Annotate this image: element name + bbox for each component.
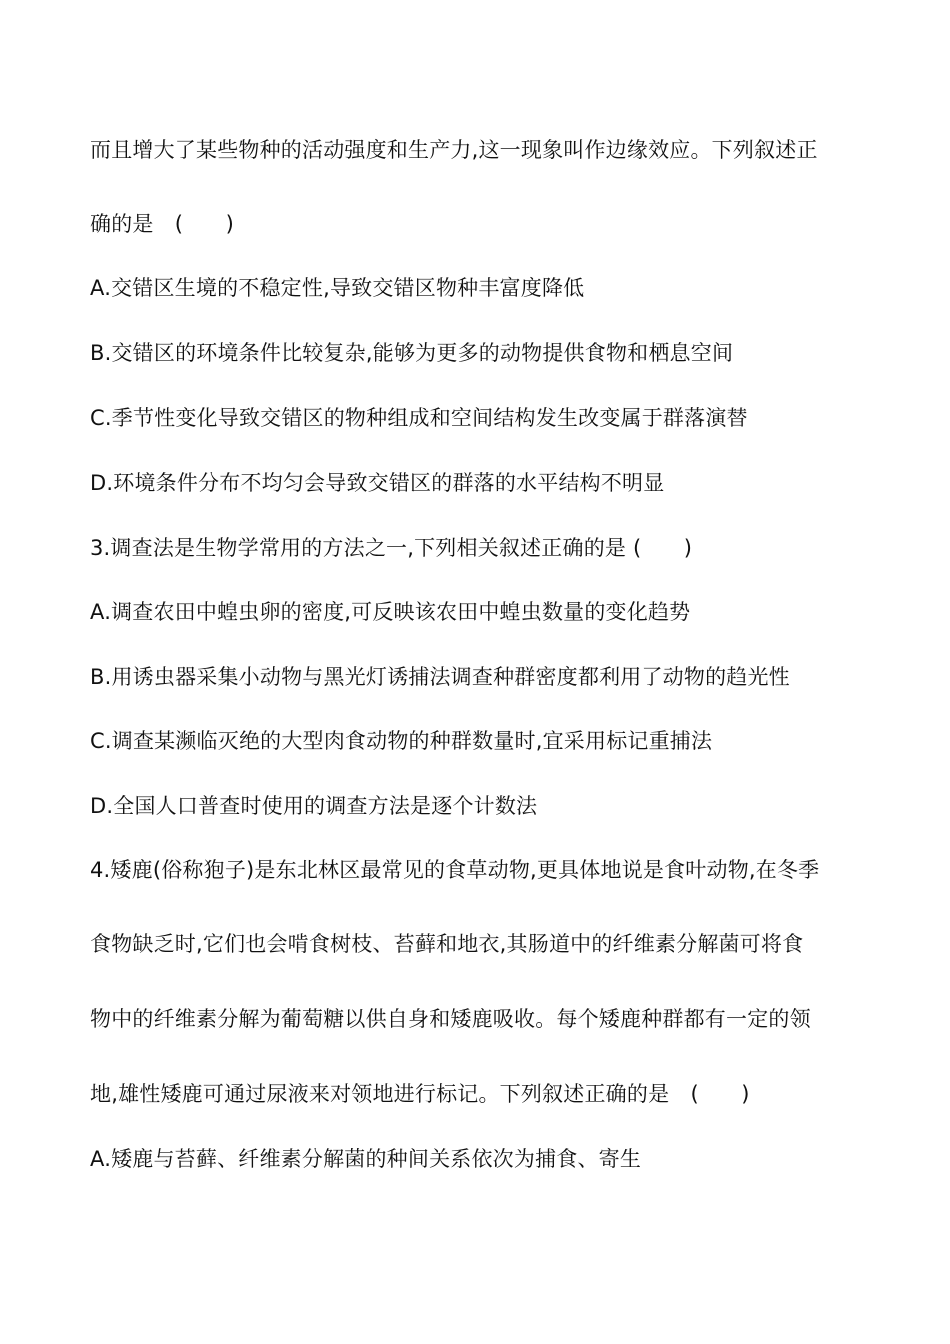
q3-option-b: B.用诱虫器采集小动物与黑光灯诱捕法调查种群密度都利用了动物的趋光性 — [90, 665, 790, 689]
q2-option-a: A.交错区生境的不稳定性,导致交错区物种丰富度降低 — [90, 276, 585, 300]
q4-stem-line-4: 地,雄性矮鹿可通过尿液来对领地进行标记。下列叙述正确的是 ( ) — [90, 1082, 750, 1106]
q3-option-d: D.全国人口普查时使用的调查方法是逐个计数法 — [90, 794, 538, 818]
text-line-answer-bracket: 确的是 ( ) — [90, 212, 234, 236]
q4-option-a: A.矮鹿与苔藓、纤维素分解菌的种间关系依次为捕食、寄生 — [90, 1147, 642, 1171]
q2-option-d: D.环境条件分布不均匀会导致交错区的群落的水平结构不明显 — [90, 471, 665, 495]
text-line-continuation: 而且增大了某些物种的活动强度和生产力,这一现象叫作边缘效应。下列叙述正 — [90, 138, 818, 162]
q4-stem-line-3: 物中的纤维素分解为葡萄糖以供自身和矮鹿吸收。每个矮鹿种群都有一定的领 — [90, 1007, 811, 1031]
q3-stem: 3.调查法是生物学常用的方法之一,下列相关叙述正确的是 ( ) — [90, 536, 693, 560]
q3-option-c: C.调查某濒临灭绝的大型肉食动物的种群数量时,宜采用标记重捕法 — [90, 729, 713, 753]
q4-stem-line-2: 食物缺乏时,它们也会啃食树枝、苔藓和地衣,其肠道中的纤维素分解菌可将食 — [90, 932, 804, 956]
q2-option-c: C.季节性变化导致交错区的物种组成和空间结构发生改变属于群落演替 — [90, 406, 748, 430]
q3-option-a: A.调查农田中蝗虫卵的密度,可反映该农田中蝗虫数量的变化趋势 — [90, 600, 691, 624]
q2-option-b: B.交错区的环境条件比较复杂,能够为更多的动物提供食物和栖息空间 — [90, 341, 734, 365]
q4-stem-line-1: 4.矮鹿(俗称狍子)是东北林区最常见的食草动物,更具体地说是食叶动物,在冬季 — [90, 858, 820, 882]
